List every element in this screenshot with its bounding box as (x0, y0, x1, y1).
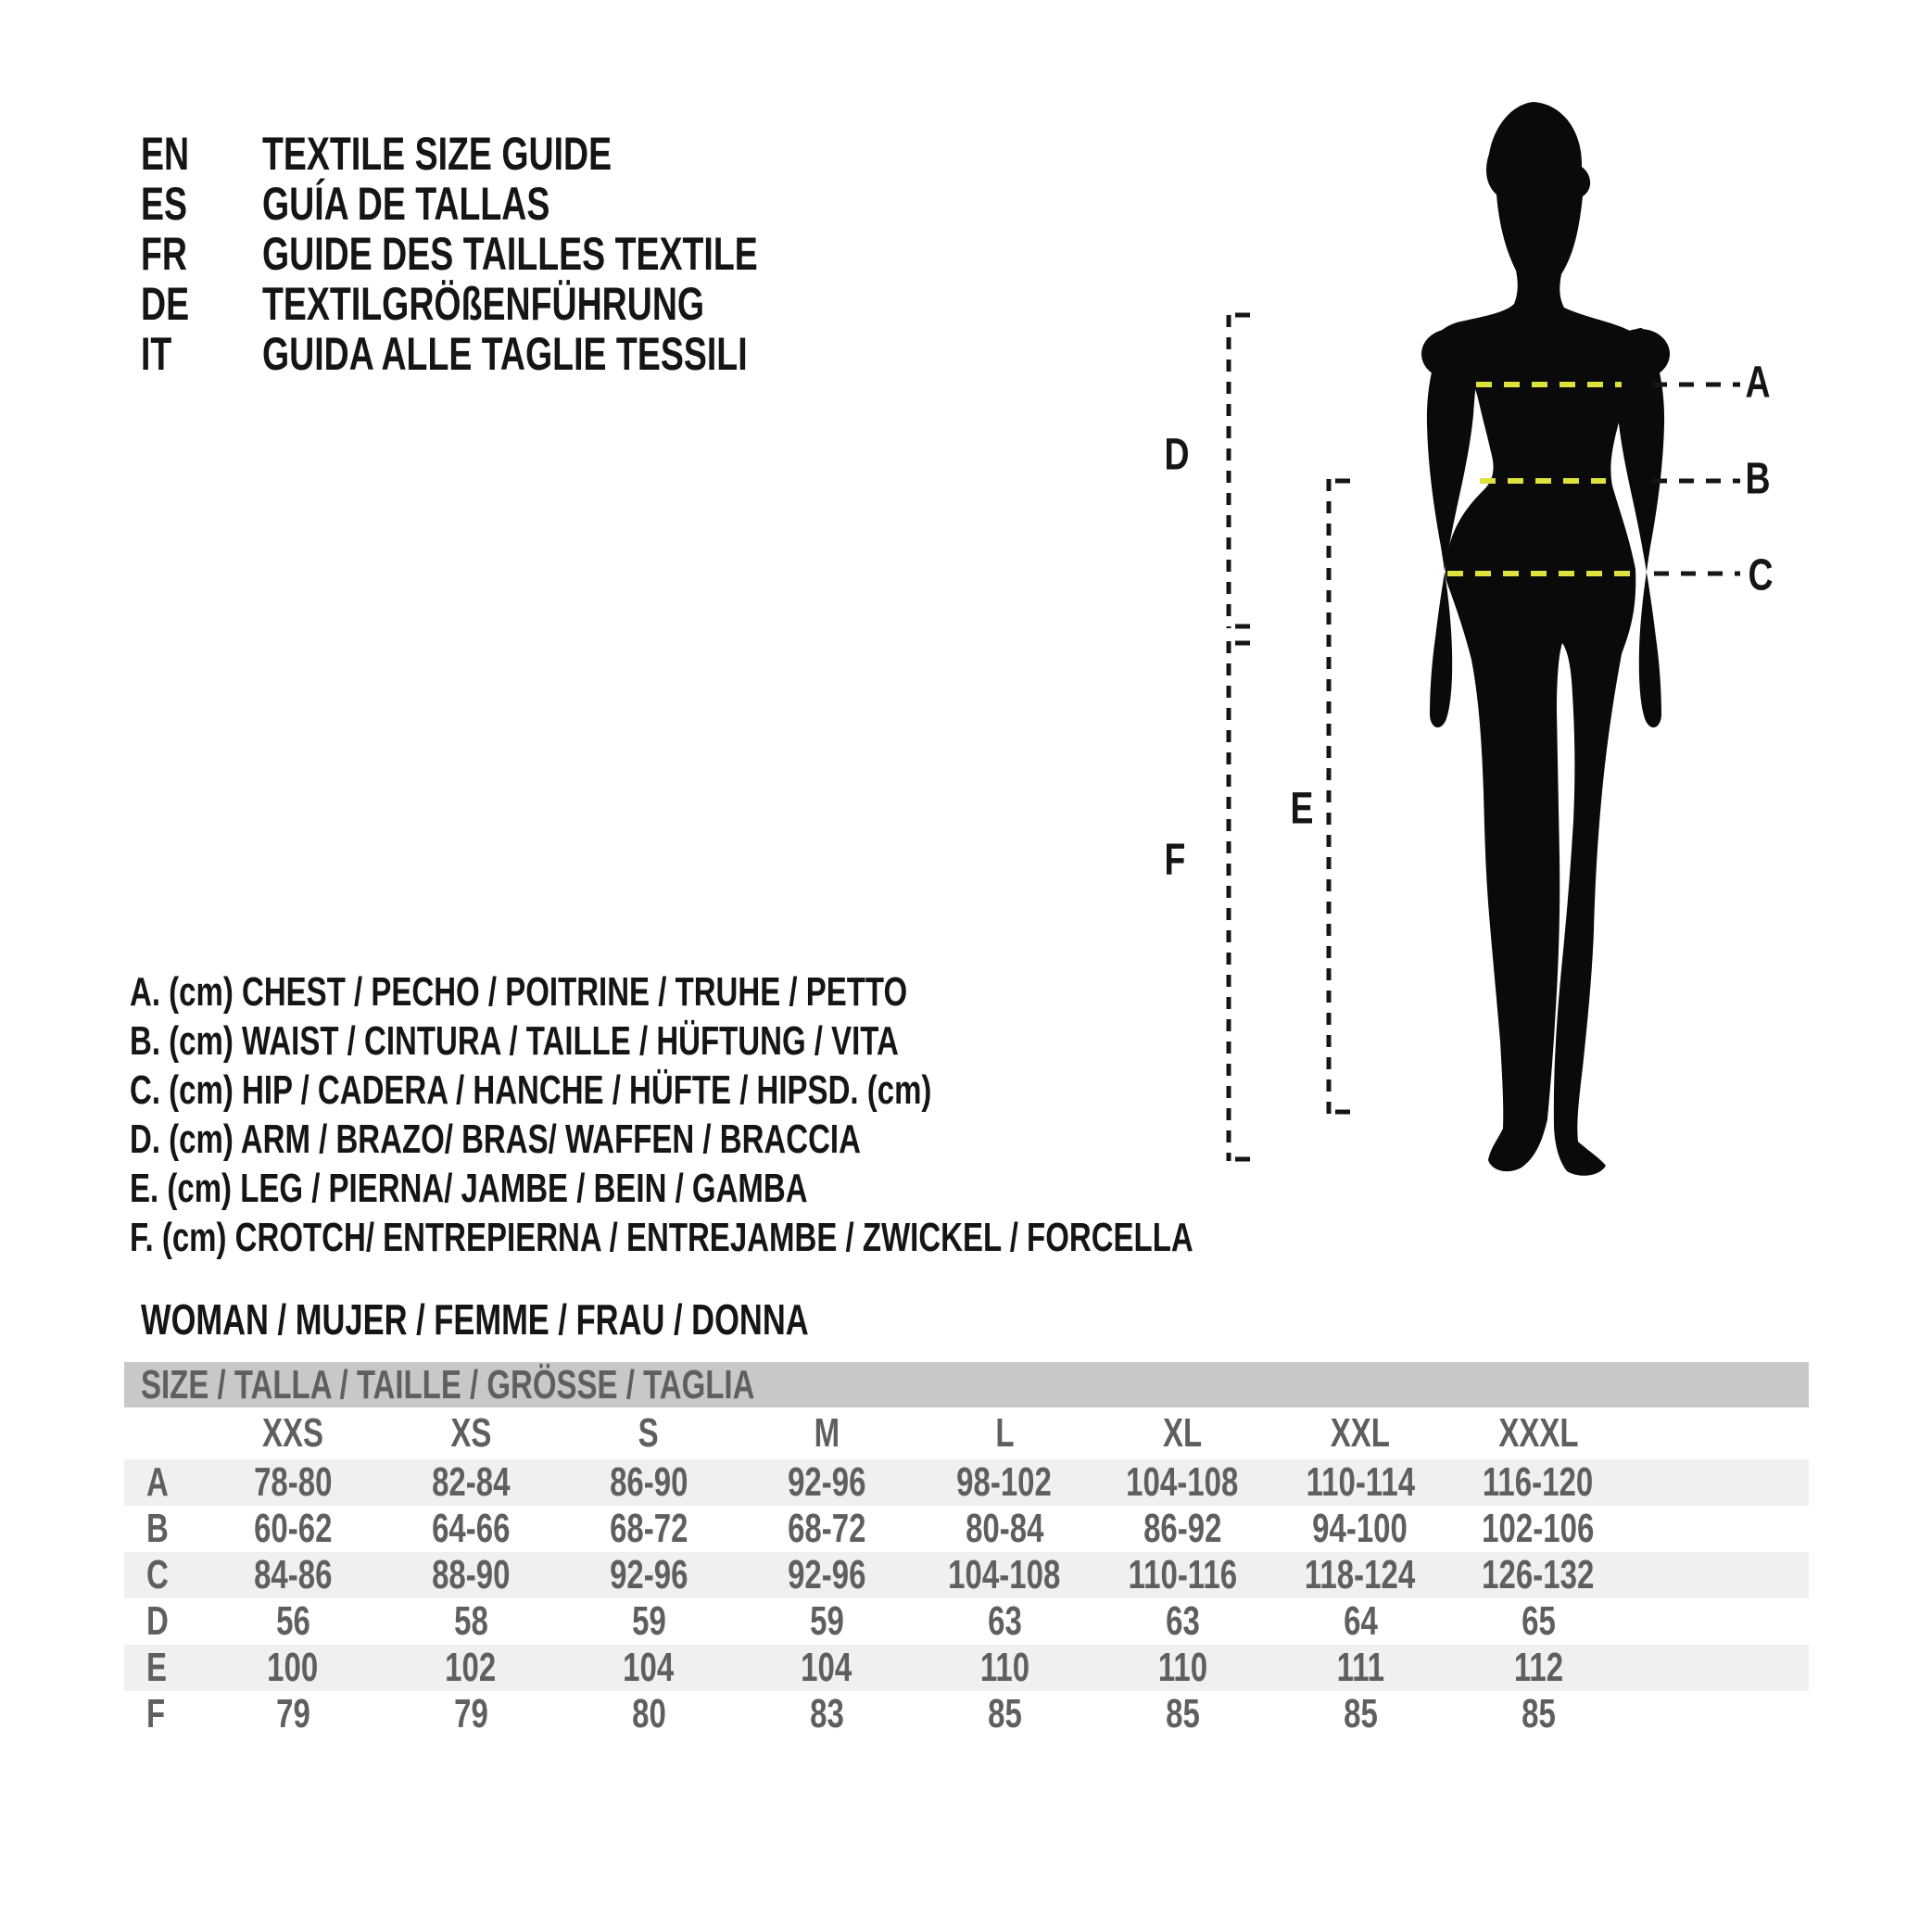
language-row-en (141, 129, 923, 179)
letter-connector-lines (1652, 385, 1740, 574)
table-row-hip: C 84-86 88-90 92-96 92-96 104-108 110-116 118-124 126-132 (124, 1552, 1809, 1598)
table-row-crotch: F 79 79 80 83 85 85 85 85 (146, 1691, 1556, 1736)
measure-letter-waist: B (1745, 454, 1771, 504)
size-col-header: XS (449, 1410, 492, 1456)
measure-letter-arm: D (1164, 430, 1190, 480)
woman-silhouette-diagram (1140, 93, 1788, 1279)
table-row-chest: A 78-80 82-84 86-90 92-96 98-102 104-108 110-114 116-120 (124, 1459, 1809, 1506)
size-col-header: M (814, 1410, 840, 1456)
size-table (124, 1362, 1809, 1737)
size-col-header: L (994, 1410, 1015, 1456)
guide-title: GUIDA ALLE TAGLIE TESSILI (262, 328, 748, 380)
table-row-leg: E 100 102 104 104 110 110 111 112 (124, 1645, 1809, 1691)
size-col-header: S (638, 1410, 660, 1456)
audience-heading (141, 1295, 1031, 1344)
language-row-de (141, 279, 923, 329)
measure-letter-hip: C (1748, 550, 1774, 600)
audience-text: WOMAN / MUJER / FEMME / FRAU / DONNA (141, 1295, 809, 1344)
size-col-header: XXXL (1497, 1410, 1579, 1456)
size-table-title-band (124, 1362, 1809, 1407)
vertical-measure-brackets (1229, 315, 1350, 1161)
size-col-header: XXL (1330, 1410, 1391, 1456)
size-table-header-row (124, 1407, 1809, 1459)
language-title-list (141, 129, 923, 379)
language-code: FR (141, 228, 187, 280)
legend-item-crotch: F. (cm) CROTCH/ ENTREPIERNA / ENTREJAMBE / ZWICKEL / FORCELLA (130, 1215, 1193, 1260)
guide-title: GUÍA DE TALLAS (262, 178, 550, 230)
language-row-fr (141, 229, 923, 279)
woman-silhouette (1421, 102, 1670, 1176)
language-row-it (141, 329, 923, 379)
legend-item-hip: C. (cm) HIP / CADERA / HANCHE / HÜFTE / HIPSD. (cm) (130, 1067, 932, 1113)
measure-letter-chest: A (1745, 358, 1771, 408)
size-col-header: XL (1162, 1410, 1203, 1456)
legend-item-chest: A. (cm) CHEST / PECHO / POITRINE / TRUHE / PETTO (130, 969, 908, 1015)
guide-title: GUIDE DES TAILLES TEXTILE (262, 228, 758, 280)
table-row-waist: B 60-62 64-66 68-72 68-72 80-84 86-92 94-100 102-106 (146, 1506, 1595, 1551)
language-code: IT (141, 328, 172, 380)
corner-cell (124, 1407, 204, 1459)
language-row-es (141, 179, 923, 229)
table-row-arm: D 56 58 59 59 63 63 64 65 (146, 1598, 1556, 1644)
language-code: EN (141, 128, 190, 180)
size-table-title: SIZE / TALLA / TAILLE / GRÖSSE / TAGLIA (141, 1362, 755, 1407)
size-col-header: XXS (261, 1410, 324, 1456)
measure-letter-crotch: F (1164, 835, 1186, 885)
language-code: DE (141, 278, 190, 330)
legend-item-arm: D. (cm) ARM / BRAZO/ BRAS/ WAFFEN / BRACCIA (130, 1117, 861, 1162)
guide-title: TEXTILGRÖßENFÜHRUNG (262, 278, 705, 330)
language-code: ES (141, 178, 188, 230)
measure-letter-leg: E (1290, 784, 1314, 834)
legend-item-waist: B. (cm) WAIST / CINTURA / TAILLE / HÜFTUNG / VITA (130, 1018, 899, 1064)
legend-item-leg: E. (cm) LEG / PIERNA/ JAMBE / BEIN / GAMBA (130, 1166, 808, 1211)
guide-title: TEXTILE SIZE GUIDE (262, 128, 612, 180)
